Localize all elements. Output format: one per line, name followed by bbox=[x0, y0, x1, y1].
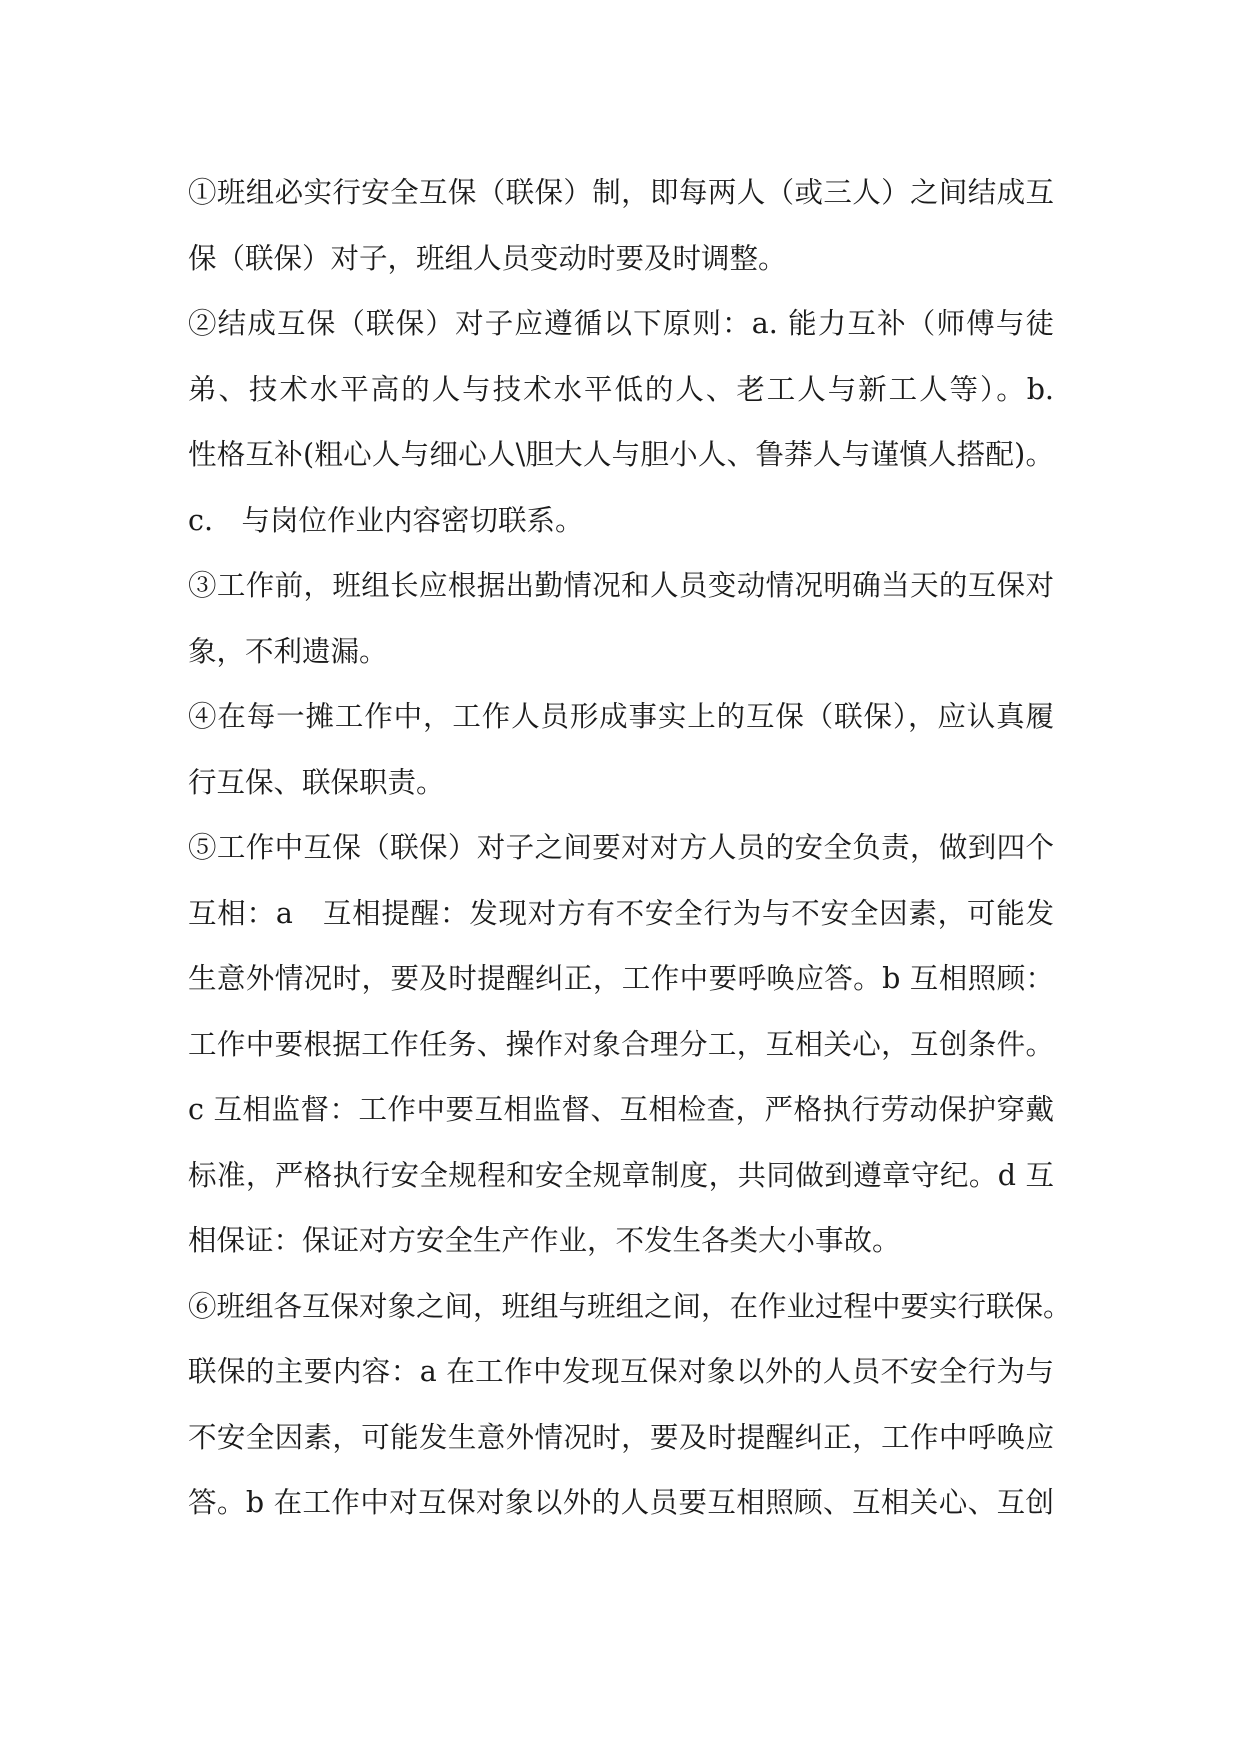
text-line: 不安全因素，可能发生意外情况时，要及时提醒纠正，工作中呼唤应 bbox=[188, 1420, 1054, 1454]
text-line: 答。b 在工作中对互保对象以外的人员要互相照顾、互相关心、互创 bbox=[188, 1486, 1054, 1519]
text-line: 性格互补(粗心人与细心人\胆大人与胆小人、鲁莽人与谨慎人搭配)。 bbox=[188, 438, 1054, 471]
text-line: 相保证：保证对方安全生产作业，不发生各类大小事故。 bbox=[188, 1224, 901, 1257]
text-line: 联保的主要内容：a 在工作中发现互保对象以外的人员不安全行为与 bbox=[188, 1355, 1054, 1388]
text-line: c. 与岗位作业内容密切联系。 bbox=[188, 503, 584, 537]
text-line: c 互相监督：工作中要互相监督、互相检查，严格执行劳动保护穿戴 bbox=[188, 1093, 1054, 1126]
text-line: 标准，严格执行安全规程和安全规章制度，共同做到遵章守纪。d 互 bbox=[188, 1158, 1054, 1192]
paragraph-4 bbox=[188, 684, 1054, 815]
text-line: 生意外情况时，要及时提醒纠正，工作中要呼唤应答。b 互相照顾： bbox=[188, 962, 1054, 995]
paragraph-3 bbox=[188, 553, 1054, 684]
text-line: 保（联保）对子，班组人员变动时要及时调整。 bbox=[188, 241, 787, 275]
text-line: ①班组必实行安全互保（联保）制，即每两人（或三人）之间结成互 bbox=[188, 176, 1054, 209]
text-line: ⑥班组各互保对象之间，班组与班组之间，在作业过程中要实行联保。 bbox=[188, 1289, 1072, 1323]
text-line: ②结成互保（联保）对子应遵循以下原则：a. 能力互补（师傅与徒 bbox=[188, 307, 1054, 340]
text-line: ④在每一摊工作中，工作人员形成事实上的互保（联保），应认真履 bbox=[188, 700, 1054, 733]
paragraph-6 bbox=[188, 1274, 1072, 1536]
text-line: 行互保、联保职责。 bbox=[188, 765, 445, 799]
text-line: 象，不利遗漏。 bbox=[188, 634, 388, 668]
paragraph-2 bbox=[188, 291, 1054, 553]
text-line: ③工作前，班组长应根据出勤情况和人员变动情况明确当天的互保对 bbox=[188, 569, 1054, 602]
text-line: 工作中要根据工作任务、操作对象合理分工，互相关心，互创条件。 bbox=[188, 1027, 1054, 1061]
paragraph-1 bbox=[188, 160, 1054, 291]
text-line: 弟、技术水平高的人与技术水平低的人、老工人与新工人等）。b. bbox=[188, 372, 1054, 406]
paragraph-5 bbox=[188, 815, 1054, 1274]
text-line: ⑤工作中互保（联保）对子之间要对对方人员的安全负责，做到四个 bbox=[188, 831, 1054, 864]
text-line: 互相：a 互相提醒：发现对方有不安全行为与不安全因素，可能发 bbox=[188, 896, 1054, 930]
document-body bbox=[188, 160, 1072, 1536]
